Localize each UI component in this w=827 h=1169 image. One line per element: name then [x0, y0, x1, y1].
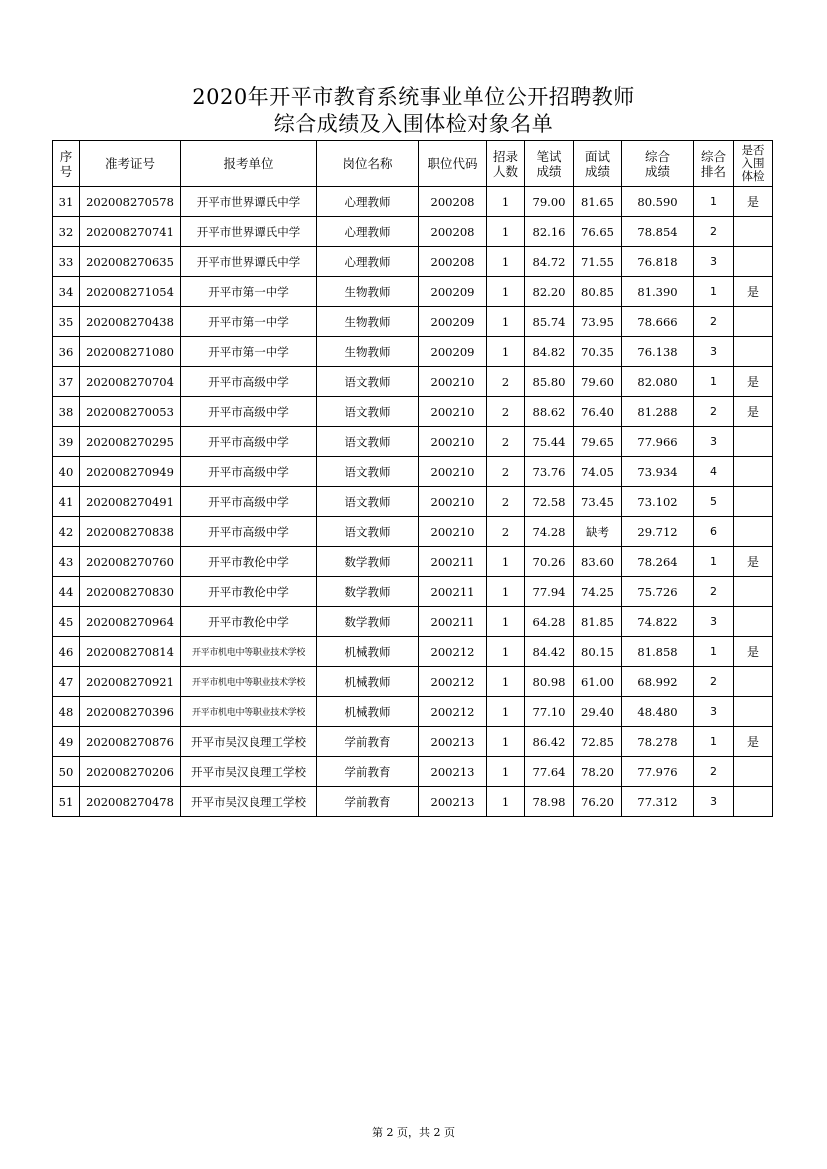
- table-row: [53, 277, 773, 307]
- cell-position: 生物教师: [317, 307, 419, 337]
- cell-interview-score: 83.60: [574, 547, 622, 577]
- cell-position: 学前教育: [317, 757, 419, 787]
- header-exam-id: 准考证号: [80, 141, 181, 187]
- cell-total-score: 73.102: [622, 487, 694, 517]
- cell-rank: 4: [694, 457, 734, 487]
- cell-physical-exam: 是: [734, 637, 773, 667]
- cell-exam-id: 202008270838: [80, 517, 181, 547]
- cell-rank: 2: [694, 307, 734, 337]
- table-row: [53, 577, 773, 607]
- cell-exam-id: 202008270964: [80, 607, 181, 637]
- cell-position-code: 200208: [419, 187, 487, 217]
- cell-position: 心理教师: [317, 187, 419, 217]
- cell-unit: 开平市第一中学: [181, 277, 317, 307]
- cell-seq: 39: [53, 427, 80, 457]
- cell-total-score: 48.480: [622, 697, 694, 727]
- cell-physical-exam: [734, 307, 773, 337]
- cell-position: 心理教师: [317, 217, 419, 247]
- cell-physical-exam: [734, 517, 773, 547]
- cell-position-code: 200211: [419, 607, 487, 637]
- cell-total-score: 68.992: [622, 667, 694, 697]
- cell-interview-score: 79.65: [574, 427, 622, 457]
- cell-unit: 开平市高级中学: [181, 517, 317, 547]
- cell-interview-score: 81.65: [574, 187, 622, 217]
- cell-total-score: 81.288: [622, 397, 694, 427]
- table-row: [53, 307, 773, 337]
- cell-total-score: 81.390: [622, 277, 694, 307]
- page-footer: 第 2 页，共 2 页: [372, 1126, 455, 1139]
- cell-position: 语文教师: [317, 487, 419, 517]
- cell-seq: 42: [53, 517, 80, 547]
- cell-physical-exam: 是: [734, 547, 773, 577]
- cell-total-score: 80.590: [622, 187, 694, 217]
- cell-position: 数学教师: [317, 607, 419, 637]
- cell-total-score: 78.264: [622, 547, 694, 577]
- cell-position-code: 200213: [419, 757, 487, 787]
- cell-position-code: 200210: [419, 487, 487, 517]
- cell-seq: 46: [53, 637, 80, 667]
- cell-total-score: 76.138: [622, 337, 694, 367]
- cell-interview-score: 74.05: [574, 457, 622, 487]
- cell-written-score: 74.28: [525, 517, 574, 547]
- cell-total-score: 76.818: [622, 247, 694, 277]
- cell-total-score: 73.934: [622, 457, 694, 487]
- cell-exam-id: 202008270206: [80, 757, 181, 787]
- cell-position-code: 200211: [419, 547, 487, 577]
- cell-rank: 1: [694, 277, 734, 307]
- cell-position: 数学教师: [317, 547, 419, 577]
- cell-position: 机械教师: [317, 667, 419, 697]
- cell-total-score: 77.976: [622, 757, 694, 787]
- cell-exam-id: 202008271080: [80, 337, 181, 367]
- cell-interview-score: 76.20: [574, 787, 622, 817]
- cell-quota: 2: [487, 397, 525, 427]
- cell-unit: 开平市世界谭氏中学: [181, 187, 317, 217]
- cell-seq: 50: [53, 757, 80, 787]
- cell-position: 数学教师: [317, 577, 419, 607]
- cell-total-score: 78.666: [622, 307, 694, 337]
- cell-quota: 1: [487, 577, 525, 607]
- cell-exam-id: 202008270635: [80, 247, 181, 277]
- header-interview-score: 面试 成绩: [574, 141, 622, 187]
- cell-quota: 1: [487, 277, 525, 307]
- cell-quota: 2: [487, 517, 525, 547]
- cell-position-code: 200213: [419, 787, 487, 817]
- cell-total-score: 77.312: [622, 787, 694, 817]
- cell-written-score: 77.64: [525, 757, 574, 787]
- cell-position-code: 200208: [419, 217, 487, 247]
- cell-exam-id: 202008270949: [80, 457, 181, 487]
- cell-physical-exam: 是: [734, 187, 773, 217]
- cell-rank: 3: [694, 427, 734, 457]
- table-row: [53, 217, 773, 247]
- cell-unit: 开平市吴汉良理工学校: [181, 757, 317, 787]
- table-row: [53, 667, 773, 697]
- cell-unit: 开平市第一中学: [181, 337, 317, 367]
- cell-interview-score: 76.65: [574, 217, 622, 247]
- cell-physical-exam: 是: [734, 727, 773, 757]
- cell-rank: 3: [694, 607, 734, 637]
- cell-total-score: 78.278: [622, 727, 694, 757]
- cell-rank: 1: [694, 727, 734, 757]
- cell-written-score: 85.80: [525, 367, 574, 397]
- cell-unit: 开平市教伦中学: [181, 547, 317, 577]
- cell-unit: 开平市高级中学: [181, 427, 317, 457]
- cell-total-score: 29.712: [622, 517, 694, 547]
- cell-seq: 51: [53, 787, 80, 817]
- cell-unit: 开平市世界谭氏中学: [181, 217, 317, 247]
- cell-exam-id: 202008270491: [80, 487, 181, 517]
- cell-written-score: 64.28: [525, 607, 574, 637]
- cell-position-code: 200209: [419, 277, 487, 307]
- cell-position-code: 200208: [419, 247, 487, 277]
- cell-exam-id: 202008270053: [80, 397, 181, 427]
- cell-written-score: 78.98: [525, 787, 574, 817]
- cell-exam-id: 202008270814: [80, 637, 181, 667]
- cell-unit: 开平市机电中等职业技术学校: [181, 667, 317, 697]
- cell-quota: 2: [487, 427, 525, 457]
- cell-exam-id: 202008270830: [80, 577, 181, 607]
- cell-position-code: 200209: [419, 337, 487, 367]
- table-row: [53, 787, 773, 817]
- cell-position-code: 200210: [419, 427, 487, 457]
- cell-total-score: 77.966: [622, 427, 694, 457]
- cell-seq: 32: [53, 217, 80, 247]
- cell-exam-id: 202008270876: [80, 727, 181, 757]
- cell-total-score: 74.822: [622, 607, 694, 637]
- cell-seq: 31: [53, 187, 80, 217]
- cell-written-score: 73.76: [525, 457, 574, 487]
- cell-position: 机械教师: [317, 697, 419, 727]
- cell-exam-id: 202008270295: [80, 427, 181, 457]
- cell-exam-id: 202008270438: [80, 307, 181, 337]
- cell-seq: 36: [53, 337, 80, 367]
- cell-position-code: 200209: [419, 307, 487, 337]
- cell-unit: 开平市教伦中学: [181, 577, 317, 607]
- cell-written-score: 82.16: [525, 217, 574, 247]
- cell-total-score: 75.726: [622, 577, 694, 607]
- cell-written-score: 80.98: [525, 667, 574, 697]
- cell-written-score: 84.72: [525, 247, 574, 277]
- cell-physical-exam: [734, 487, 773, 517]
- cell-interview-score: 81.85: [574, 607, 622, 637]
- header-written-score: 笔试 成绩: [525, 141, 574, 187]
- cell-unit: 开平市高级中学: [181, 397, 317, 427]
- table-row: [53, 697, 773, 727]
- cell-physical-exam: 是: [734, 367, 773, 397]
- cell-quota: 1: [487, 307, 525, 337]
- cell-written-score: 77.94: [525, 577, 574, 607]
- cell-seq: 35: [53, 307, 80, 337]
- cell-written-score: 84.82: [525, 337, 574, 367]
- cell-unit: 开平市吴汉良理工学校: [181, 787, 317, 817]
- cell-quota: 1: [487, 217, 525, 247]
- table-header-row: [53, 141, 773, 187]
- cell-position: 语文教师: [317, 517, 419, 547]
- cell-quota: 2: [487, 367, 525, 397]
- cell-seq: 37: [53, 367, 80, 397]
- cell-written-score: 84.42: [525, 637, 574, 667]
- cell-position-code: 200212: [419, 697, 487, 727]
- cell-quota: 2: [487, 457, 525, 487]
- cell-interview-score: 74.25: [574, 577, 622, 607]
- cell-position: 语文教师: [317, 367, 419, 397]
- cell-quota: 2: [487, 487, 525, 517]
- header-position-code: 职位代码: [419, 141, 487, 187]
- cell-written-score: 77.10: [525, 697, 574, 727]
- cell-written-score: 85.74: [525, 307, 574, 337]
- cell-position: 语文教师: [317, 427, 419, 457]
- results-table: [52, 140, 773, 817]
- cell-rank: 2: [694, 667, 734, 697]
- cell-exam-id: 202008270704: [80, 367, 181, 397]
- cell-rank: 6: [694, 517, 734, 547]
- cell-physical-exam: [734, 217, 773, 247]
- cell-quota: 1: [487, 727, 525, 757]
- page-title: 2020年开平市教育系统事业单位公开招聘教师: [192, 85, 635, 109]
- cell-position-code: 200213: [419, 727, 487, 757]
- cell-exam-id: 202008270396: [80, 697, 181, 727]
- cell-exam-id: 202008270741: [80, 217, 181, 247]
- cell-seq: 34: [53, 277, 80, 307]
- cell-physical-exam: [734, 787, 773, 817]
- cell-written-score: 82.20: [525, 277, 574, 307]
- header-physical-exam: 是否 入围 体检: [734, 141, 773, 187]
- cell-position: 学前教育: [317, 727, 419, 757]
- cell-quota: 1: [487, 247, 525, 277]
- cell-quota: 1: [487, 607, 525, 637]
- cell-rank: 3: [694, 697, 734, 727]
- cell-unit: 开平市高级中学: [181, 487, 317, 517]
- cell-interview-score: 61.00: [574, 667, 622, 697]
- cell-physical-exam: 是: [734, 277, 773, 307]
- cell-position: 语文教师: [317, 457, 419, 487]
- cell-quota: 1: [487, 697, 525, 727]
- cell-unit: 开平市机电中等职业技术学校: [181, 697, 317, 727]
- header-position: 岗位名称: [317, 141, 419, 187]
- table-row: [53, 757, 773, 787]
- header-quota: 招录 人数: [487, 141, 525, 187]
- table-row: [53, 397, 773, 427]
- header-seq: 序 号: [53, 141, 80, 187]
- cell-interview-score: 80.15: [574, 637, 622, 667]
- cell-rank: 1: [694, 637, 734, 667]
- cell-seq: 41: [53, 487, 80, 517]
- cell-interview-score: 29.40: [574, 697, 622, 727]
- cell-rank: 3: [694, 787, 734, 817]
- cell-interview-score: 73.45: [574, 487, 622, 517]
- cell-position-code: 200212: [419, 667, 487, 697]
- cell-physical-exam: [734, 457, 773, 487]
- cell-quota: 1: [487, 547, 525, 577]
- cell-total-score: 78.854: [622, 217, 694, 247]
- cell-rank: 1: [694, 187, 734, 217]
- cell-physical-exam: [734, 607, 773, 637]
- cell-seq: 45: [53, 607, 80, 637]
- cell-position: 语文教师: [317, 397, 419, 427]
- cell-physical-exam: [734, 577, 773, 607]
- cell-quota: 1: [487, 757, 525, 787]
- cell-physical-exam: [734, 757, 773, 787]
- cell-seq: 33: [53, 247, 80, 277]
- cell-rank: 2: [694, 217, 734, 247]
- cell-quota: 1: [487, 637, 525, 667]
- cell-interview-score: 缺考: [574, 517, 622, 547]
- page-subtitle: 综合成绩及入围体检对象名单: [273, 112, 554, 136]
- table-body: [53, 187, 773, 817]
- cell-exam-id: 202008271054: [80, 277, 181, 307]
- cell-interview-score: 70.35: [574, 337, 622, 367]
- cell-physical-exam: 是: [734, 397, 773, 427]
- cell-seq: 48: [53, 697, 80, 727]
- cell-interview-score: 79.60: [574, 367, 622, 397]
- cell-seq: 44: [53, 577, 80, 607]
- cell-seq: 43: [53, 547, 80, 577]
- cell-seq: 38: [53, 397, 80, 427]
- cell-unit: 开平市教伦中学: [181, 607, 317, 637]
- cell-seq: 40: [53, 457, 80, 487]
- cell-written-score: 72.58: [525, 487, 574, 517]
- header-rank: 综合 排名: [694, 141, 734, 187]
- cell-position-code: 200210: [419, 457, 487, 487]
- table-row: [53, 337, 773, 367]
- cell-rank: 2: [694, 577, 734, 607]
- cell-quota: 1: [487, 667, 525, 697]
- cell-written-score: 86.42: [525, 727, 574, 757]
- cell-position: 生物教师: [317, 277, 419, 307]
- cell-interview-score: 78.20: [574, 757, 622, 787]
- cell-rank: 1: [694, 367, 734, 397]
- cell-unit: 开平市高级中学: [181, 457, 317, 487]
- cell-exam-id: 202008270478: [80, 787, 181, 817]
- table-row: [53, 547, 773, 577]
- table-row: [53, 727, 773, 757]
- cell-written-score: 79.00: [525, 187, 574, 217]
- cell-position-code: 200210: [419, 517, 487, 547]
- table-row: [53, 607, 773, 637]
- cell-position-code: 200212: [419, 637, 487, 667]
- cell-interview-score: 76.40: [574, 397, 622, 427]
- cell-rank: 2: [694, 397, 734, 427]
- cell-unit: 开平市第一中学: [181, 307, 317, 337]
- cell-exam-id: 202008270760: [80, 547, 181, 577]
- table-row: [53, 427, 773, 457]
- cell-interview-score: 71.55: [574, 247, 622, 277]
- cell-total-score: 82.080: [622, 367, 694, 397]
- cell-physical-exam: [734, 337, 773, 367]
- cell-position: 心理教师: [317, 247, 419, 277]
- cell-unit: 开平市世界谭氏中学: [181, 247, 317, 277]
- cell-position: 学前教育: [317, 787, 419, 817]
- cell-written-score: 75.44: [525, 427, 574, 457]
- cell-quota: 1: [487, 787, 525, 817]
- table-row: [53, 247, 773, 277]
- cell-position-code: 200211: [419, 577, 487, 607]
- cell-exam-id: 202008270921: [80, 667, 181, 697]
- cell-unit: 开平市高级中学: [181, 367, 317, 397]
- cell-quota: 1: [487, 187, 525, 217]
- cell-total-score: 81.858: [622, 637, 694, 667]
- cell-position-code: 200210: [419, 367, 487, 397]
- cell-physical-exam: [734, 697, 773, 727]
- cell-position: 机械教师: [317, 637, 419, 667]
- cell-unit: 开平市吴汉良理工学校: [181, 727, 317, 757]
- cell-quota: 1: [487, 337, 525, 367]
- cell-interview-score: 80.85: [574, 277, 622, 307]
- table-row: [53, 187, 773, 217]
- cell-unit: 开平市机电中等职业技术学校: [181, 637, 317, 667]
- cell-rank: 3: [694, 337, 734, 367]
- cell-rank: 3: [694, 247, 734, 277]
- cell-position-code: 200210: [419, 397, 487, 427]
- cell-rank: 5: [694, 487, 734, 517]
- table-row: [53, 517, 773, 547]
- table-row: [53, 487, 773, 517]
- header-total-score: 综合 成绩: [622, 141, 694, 187]
- cell-rank: 2: [694, 757, 734, 787]
- cell-written-score: 88.62: [525, 397, 574, 427]
- cell-physical-exam: [734, 247, 773, 277]
- cell-physical-exam: [734, 427, 773, 457]
- cell-interview-score: 72.85: [574, 727, 622, 757]
- table-row: [53, 367, 773, 397]
- cell-seq: 49: [53, 727, 80, 757]
- table-row: [53, 457, 773, 487]
- header-unit: 报考单位: [181, 141, 317, 187]
- table-row: [53, 637, 773, 667]
- cell-seq: 47: [53, 667, 80, 697]
- cell-interview-score: 73.95: [574, 307, 622, 337]
- cell-rank: 1: [694, 547, 734, 577]
- cell-physical-exam: [734, 667, 773, 697]
- cell-exam-id: 202008270578: [80, 187, 181, 217]
- cell-position: 生物教师: [317, 337, 419, 367]
- cell-written-score: 70.26: [525, 547, 574, 577]
